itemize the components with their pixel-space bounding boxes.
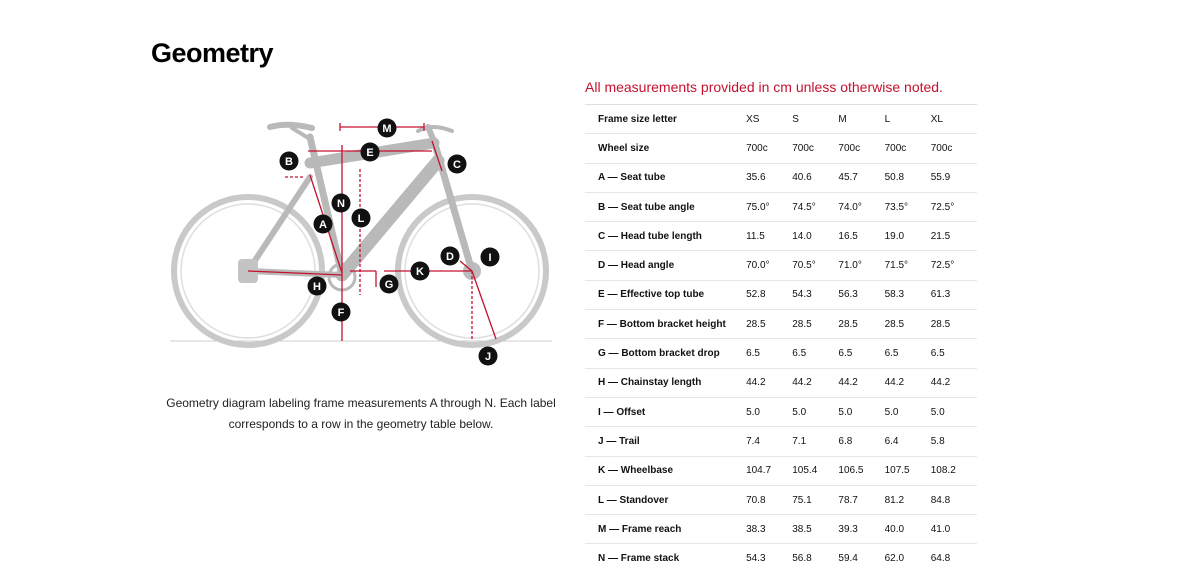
table-cell: 74.5° bbox=[792, 192, 838, 221]
table-cell: 28.5 bbox=[792, 310, 838, 339]
table-row bbox=[585, 397, 977, 426]
row-label: A — Seat tube bbox=[585, 163, 731, 192]
label-e bbox=[361, 143, 380, 162]
table-cell: 56.3 bbox=[838, 280, 884, 309]
caption-line-2: corresponds to a row in the geometry table below. bbox=[228, 417, 494, 431]
table-row bbox=[585, 222, 977, 251]
table-cell: M bbox=[838, 105, 884, 134]
row-label: F — Bottom bracket height bbox=[585, 310, 731, 339]
table-cell: 6.5 bbox=[792, 339, 838, 368]
table-cell: 6.4 bbox=[885, 427, 931, 456]
label-c bbox=[448, 155, 467, 174]
table-cell: 44.2 bbox=[931, 368, 977, 397]
table-cell: 700c bbox=[792, 134, 838, 163]
label-k-text: K bbox=[416, 266, 424, 278]
table-cell: 52.8 bbox=[731, 280, 792, 309]
label-h-text: H bbox=[313, 281, 321, 293]
table-cell: 7.4 bbox=[731, 427, 792, 456]
table-cell: 73.5° bbox=[885, 192, 931, 221]
table-cell: 40.6 bbox=[792, 163, 838, 192]
table-row bbox=[585, 544, 977, 573]
row-label: M — Frame reach bbox=[585, 515, 731, 544]
table-row bbox=[585, 456, 977, 485]
row-label: K — Wheelbase bbox=[585, 456, 731, 485]
table-row bbox=[585, 339, 977, 368]
table-cell: 104.7 bbox=[731, 456, 792, 485]
table-cell: 6.5 bbox=[731, 339, 792, 368]
table-cell: 38.5 bbox=[792, 515, 838, 544]
table-cell: 6.5 bbox=[931, 339, 977, 368]
table-cell: 62.0 bbox=[885, 544, 931, 573]
table-cell: 5.8 bbox=[931, 427, 977, 456]
table-row bbox=[585, 134, 977, 163]
label-f bbox=[332, 303, 351, 322]
table-row bbox=[585, 515, 977, 544]
table-row bbox=[585, 310, 977, 339]
table-row bbox=[585, 163, 977, 192]
diagram-caption bbox=[160, 393, 562, 435]
row-label: B — Seat tube angle bbox=[585, 192, 731, 221]
label-l bbox=[352, 209, 371, 228]
table-cell: 6.5 bbox=[838, 339, 884, 368]
row-label: E — Effective top tube bbox=[585, 280, 731, 309]
table-cell: 700c bbox=[731, 134, 792, 163]
units-note: All measurements provided in cm unless otherwise noted. bbox=[585, 79, 943, 95]
table-cell: 64.8 bbox=[931, 544, 977, 573]
label-d bbox=[441, 247, 460, 266]
label-i-text: I bbox=[488, 252, 492, 264]
table-cell: 61.3 bbox=[931, 280, 977, 309]
table-cell: 105.4 bbox=[792, 456, 838, 485]
label-k bbox=[411, 262, 430, 281]
table-cell: L bbox=[885, 105, 931, 134]
table-cell: 70.8 bbox=[731, 485, 792, 514]
table-cell: 28.5 bbox=[885, 310, 931, 339]
table-cell: 44.2 bbox=[838, 368, 884, 397]
table-cell: 700c bbox=[885, 134, 931, 163]
label-i bbox=[481, 248, 500, 267]
label-g-text: G bbox=[384, 279, 394, 291]
table-cell: 108.2 bbox=[931, 456, 977, 485]
geometry-diagram bbox=[160, 105, 570, 380]
label-h bbox=[308, 277, 327, 296]
table-cell: 107.5 bbox=[885, 456, 931, 485]
row-label: Frame size letter bbox=[585, 105, 731, 134]
table-cell: 5.0 bbox=[838, 397, 884, 426]
label-b-text: B bbox=[285, 156, 293, 168]
row-label: J — Trail bbox=[585, 427, 731, 456]
table-cell: 19.0 bbox=[885, 222, 931, 251]
table-cell: 16.5 bbox=[838, 222, 884, 251]
table-row bbox=[585, 192, 977, 221]
table-cell: 38.3 bbox=[731, 515, 792, 544]
table-cell: XS bbox=[731, 105, 792, 134]
table-cell: 28.5 bbox=[838, 310, 884, 339]
label-a bbox=[314, 215, 333, 234]
label-j-text: J bbox=[484, 351, 492, 363]
table-cell: 6.8 bbox=[838, 427, 884, 456]
table-row bbox=[585, 251, 977, 280]
table-cell: 45.7 bbox=[838, 163, 884, 192]
table-cell: 74.0° bbox=[838, 192, 884, 221]
table-cell: 78.7 bbox=[838, 485, 884, 514]
table-cell: 75.1 bbox=[792, 485, 838, 514]
table-cell: 44.2 bbox=[792, 368, 838, 397]
table-cell: 44.2 bbox=[885, 368, 931, 397]
label-c-text: C bbox=[453, 159, 461, 171]
table-cell: 72.5° bbox=[931, 251, 977, 280]
row-label: Wheel size bbox=[585, 134, 731, 163]
table-cell: 72.5° bbox=[931, 192, 977, 221]
page-title: Geometry bbox=[151, 38, 274, 68]
label-b bbox=[280, 152, 299, 171]
table-cell: 58.3 bbox=[885, 280, 931, 309]
table-cell: 35.6 bbox=[731, 163, 792, 192]
table-cell: 28.5 bbox=[931, 310, 977, 339]
table-cell: 700c bbox=[931, 134, 977, 163]
row-label: H — Chainstay length bbox=[585, 368, 731, 397]
table-cell: 28.5 bbox=[731, 310, 792, 339]
row-label: I — Offset bbox=[585, 397, 731, 426]
table-cell: 106.5 bbox=[838, 456, 884, 485]
table-row bbox=[585, 368, 977, 397]
label-a-text: A bbox=[319, 219, 327, 231]
table-cell: 59.4 bbox=[838, 544, 884, 573]
table-cell: 40.0 bbox=[885, 515, 931, 544]
table-cell: 6.5 bbox=[885, 339, 931, 368]
table-header-row bbox=[585, 105, 977, 134]
table-cell: 14.0 bbox=[792, 222, 838, 251]
label-d-text: D bbox=[446, 251, 454, 263]
table-cell: 5.0 bbox=[885, 397, 931, 426]
row-label: N — Frame stack bbox=[585, 544, 731, 573]
table-cell: 21.5 bbox=[931, 222, 977, 251]
table-cell: 7.1 bbox=[792, 427, 838, 456]
table-row bbox=[585, 427, 977, 456]
table-cell: 5.0 bbox=[731, 397, 792, 426]
label-g bbox=[380, 275, 399, 294]
row-label: L — Standover bbox=[585, 485, 731, 514]
table-cell: 55.9 bbox=[931, 163, 977, 192]
row-label: C — Head tube length bbox=[585, 222, 731, 251]
table-cell: 70.0° bbox=[731, 251, 792, 280]
label-m bbox=[378, 119, 397, 138]
row-label: D — Head angle bbox=[585, 251, 731, 280]
table-cell: 71.5° bbox=[885, 251, 931, 280]
table-cell: 56.8 bbox=[792, 544, 838, 573]
table-cell: 70.5° bbox=[792, 251, 838, 280]
table-row bbox=[585, 485, 977, 514]
table-cell: 81.2 bbox=[885, 485, 931, 514]
table-cell: XL bbox=[931, 105, 977, 134]
table-cell: 700c bbox=[838, 134, 884, 163]
table-cell: 84.8 bbox=[931, 485, 977, 514]
label-m-text: M bbox=[382, 123, 392, 135]
label-l-text: L bbox=[357, 213, 365, 225]
geometry-table bbox=[585, 104, 977, 573]
row-label: G — Bottom bracket drop bbox=[585, 339, 731, 368]
caption-line-1: Geometry diagram labeling frame measurements A through N. Each label bbox=[166, 396, 556, 410]
label-n bbox=[332, 194, 351, 213]
table-cell: 39.3 bbox=[838, 515, 884, 544]
label-j bbox=[479, 347, 498, 366]
table-cell: 50.8 bbox=[885, 163, 931, 192]
table-cell: 44.2 bbox=[731, 368, 792, 397]
table-cell: 54.3 bbox=[731, 544, 792, 573]
table-cell: 75.0° bbox=[731, 192, 792, 221]
label-n-text: N bbox=[337, 198, 345, 210]
table-row bbox=[585, 280, 977, 309]
table-cell: 54.3 bbox=[792, 280, 838, 309]
label-f-text: F bbox=[337, 307, 345, 319]
table-cell: 5.0 bbox=[792, 397, 838, 426]
table-cell: 71.0° bbox=[838, 251, 884, 280]
table-cell: 41.0 bbox=[931, 515, 977, 544]
label-e-text: E bbox=[366, 147, 374, 159]
table-cell: S bbox=[792, 105, 838, 134]
table-cell: 11.5 bbox=[731, 222, 792, 251]
table-cell: 5.0 bbox=[931, 397, 977, 426]
